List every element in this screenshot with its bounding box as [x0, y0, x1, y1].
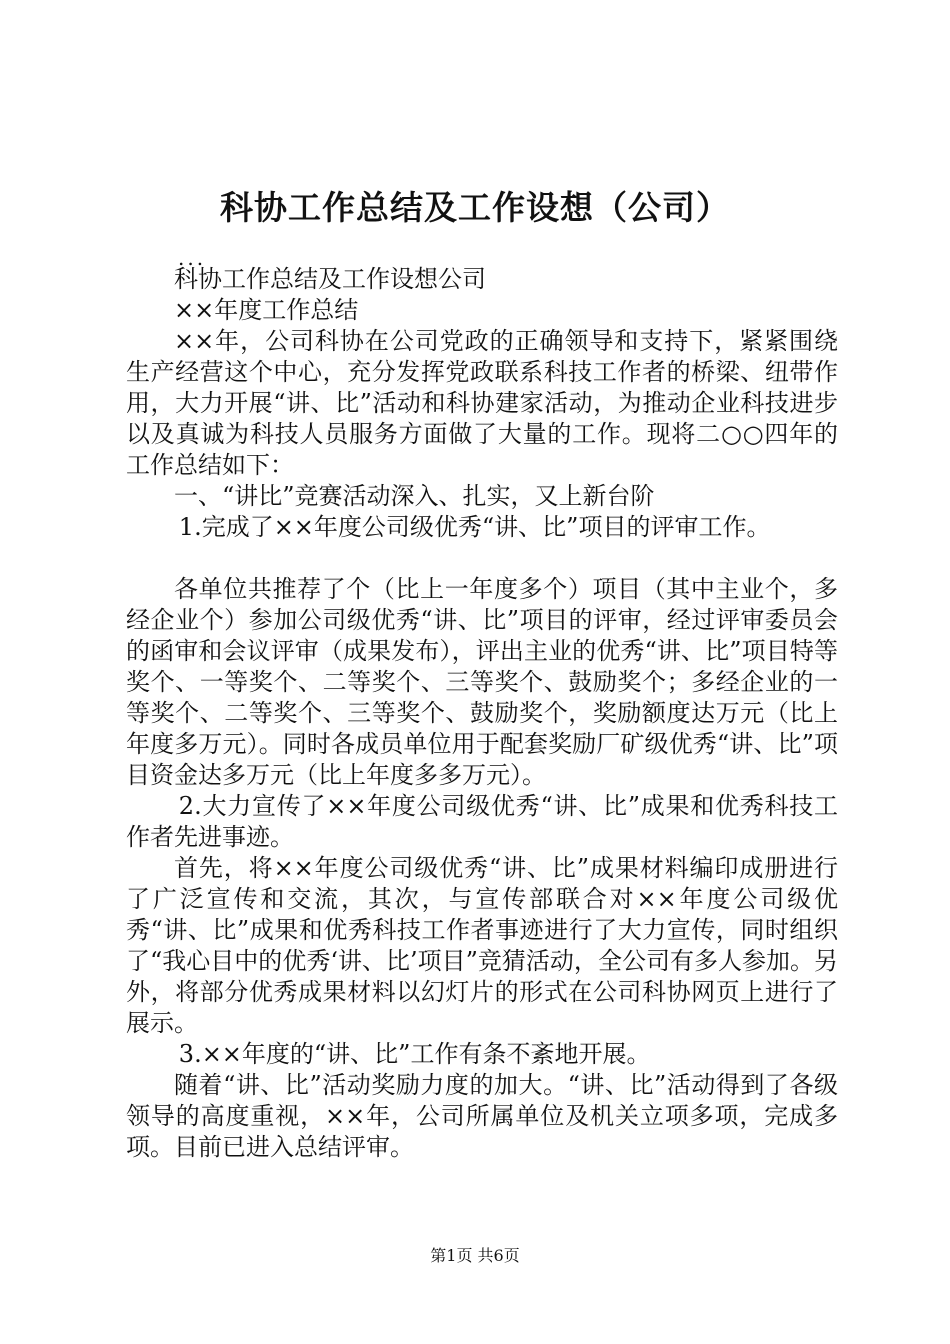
- document-body: [126, 264, 838, 1163]
- intro-paragraph: ××年，公司科协在公司党政的正确领导和支持下，紧紧围绕生产经营这个中心，充分发挥党政联系科技工作者的桥梁、纽带作用，大力开展“讲、比”活动和科协建家活动，为推动企业科技进步以及真诚为科技人员服务方面做了大量的工作。现将二○○四年的工作总结如下：: [126, 327, 838, 479]
- item-three-paragraph: 随着“讲、比”活动奖励力度的加大。“讲、比”活动得到了各级领导的高度重视，××年，公司所属单位及机关立项多项，完成多项。目前已进入总结评审。: [126, 1071, 838, 1161]
- ellipsis-mark: ...: [178, 246, 207, 270]
- item-one-heading: 1.完成了××年度公司级优秀“讲、比”项目的评审工作。: [178, 513, 771, 541]
- heading-one-paragraph: 一、“讲比”竞赛活动深入、扎实，又上新台阶: [174, 482, 655, 510]
- item-one-paragraph: 各单位共推荐了个（比上一年度多个）项目（其中主业个，多经企业个）参加公司级优秀“讲、比”项目的评审，经过评审委员会的函审和会议评审（成果发布），评出主业的优秀“讲、比”项目特等奖个、一等奖个、二等奖个、三等奖个、鼓励奖个；多经企业的一等奖个、二等奖个、三等奖个、鼓励奖个，奖励额度达万元（比上年度多万元）。同时各成员单位用于配套奖励厂矿级优秀“讲、比”项目资金达多万元（比上年度多多万元）。: [126, 575, 838, 789]
- document-title: 科协工作总结及工作设想（公司）: [220, 188, 730, 227]
- blank-line: [126, 543, 838, 574]
- page-footer: 第1页 共6页: [430, 1246, 520, 1265]
- item-three-heading: 3.××年度的“讲、比”工作有条不紊地开展。: [178, 1040, 651, 1068]
- item-two-heading: 2.大力宣传了××年度公司级优秀“讲、比”成果和优秀科技工作者先进事迹。: [126, 792, 838, 851]
- section-heading-paragraph: ××年度工作总结: [174, 296, 359, 324]
- item-two-paragraph: 首先，将××年度公司级优秀“讲、比”成果材料编印成册进行了广泛宣传和交流，其次，与宣传部联合对××年度公司级优秀“讲、比”成果和优秀科技工作者事迹进行了大力宣传，同时组织了“我心目中的优秀‘讲、比’项目”竞猜活动，全公司有多人参加。另外，将部分优秀成果材料以幻灯片的形式在公司科协网页上进行了展示。: [126, 854, 838, 1037]
- subtitle-paragraph: 科协工作总结及工作设想公司: [174, 265, 486, 293]
